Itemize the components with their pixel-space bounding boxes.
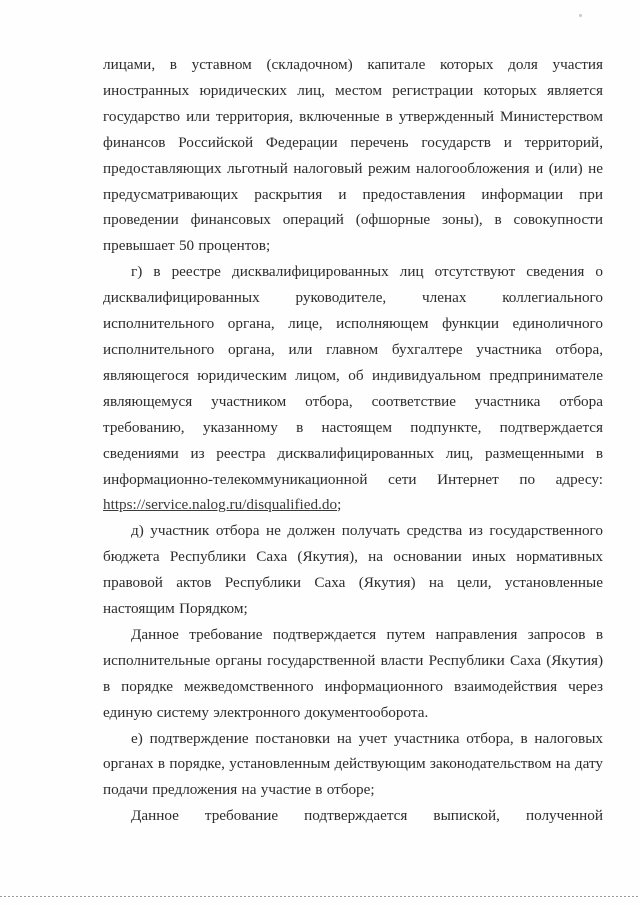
paragraph-e-confirmation: Данное требование подтверждается выпиской, полученной <box>131 807 603 825</box>
scan-speck <box>579 14 582 17</box>
paragraph-g-text: г) в реестре дисквалифицированных лиц отсутствуют сведения о дисквалифицированных руководителе, членах коллегиального исполнительного органа, лице, исполняющем функции единоличного исполнительного органа, или главном бухгалтере участника отбора, являющегося юридическим лицом, об индивидуальном предпринимателе являющемуся участником отбора, соответствие участника отбора требованию, указанному в настоящем подпункте, подтверждается сведениями из реестра дисквалифицированных лиц, размещенными в информационно-телекоммуникационной сети Интернет по адресу: <box>103 263 603 488</box>
page-bottom-edge <box>0 896 640 897</box>
disqualified-registry-link[interactable]: https://service.nalog.ru/disqualified.do <box>103 496 338 514</box>
paragraph-g-disqualified <box>103 259 603 518</box>
paragraph-d-confirmation: Данное требование подтверждается путем направления запросов в исполнительные органы государственной власти Республики Саха (Якутия) в порядке межведомственного информационного взаимодействия через единую систему электронного документооборота. <box>103 625 603 721</box>
paragraph-d-budget: д) участник отбора не должен получать средства из государственного бюджета Республики Саха (Якутия), на основании иных нормативных правовой актов Республики Саха (Якутия) на цели, установленные настоящим Порядком; <box>103 522 603 618</box>
document-body <box>103 52 603 829</box>
paragraph-e-tax-registration: е) подтверждение постановки на учет участника отбора, в налоговых органах в порядке, установленным действующим законодательством на дату подачи предложения на участие в отборе; <box>103 729 603 799</box>
paragraph-g-end: ; <box>337 496 342 514</box>
paragraph-offshore: лицами, в уставном (складочном) капитале которых доля участия иностранных юридических лиц, местом регистрации которых является государство или территория, включенные в утвержденный Министерством финансов Российской Федерации перечень государств и территорий, предоставляющих льготный налоговый режим налогообложения и (или) не предусматривающих раскрытия и предоставления информации при проведении финансовых операций (офшорные зоны), в совокупности превышает 50 процентов; <box>103 56 603 255</box>
